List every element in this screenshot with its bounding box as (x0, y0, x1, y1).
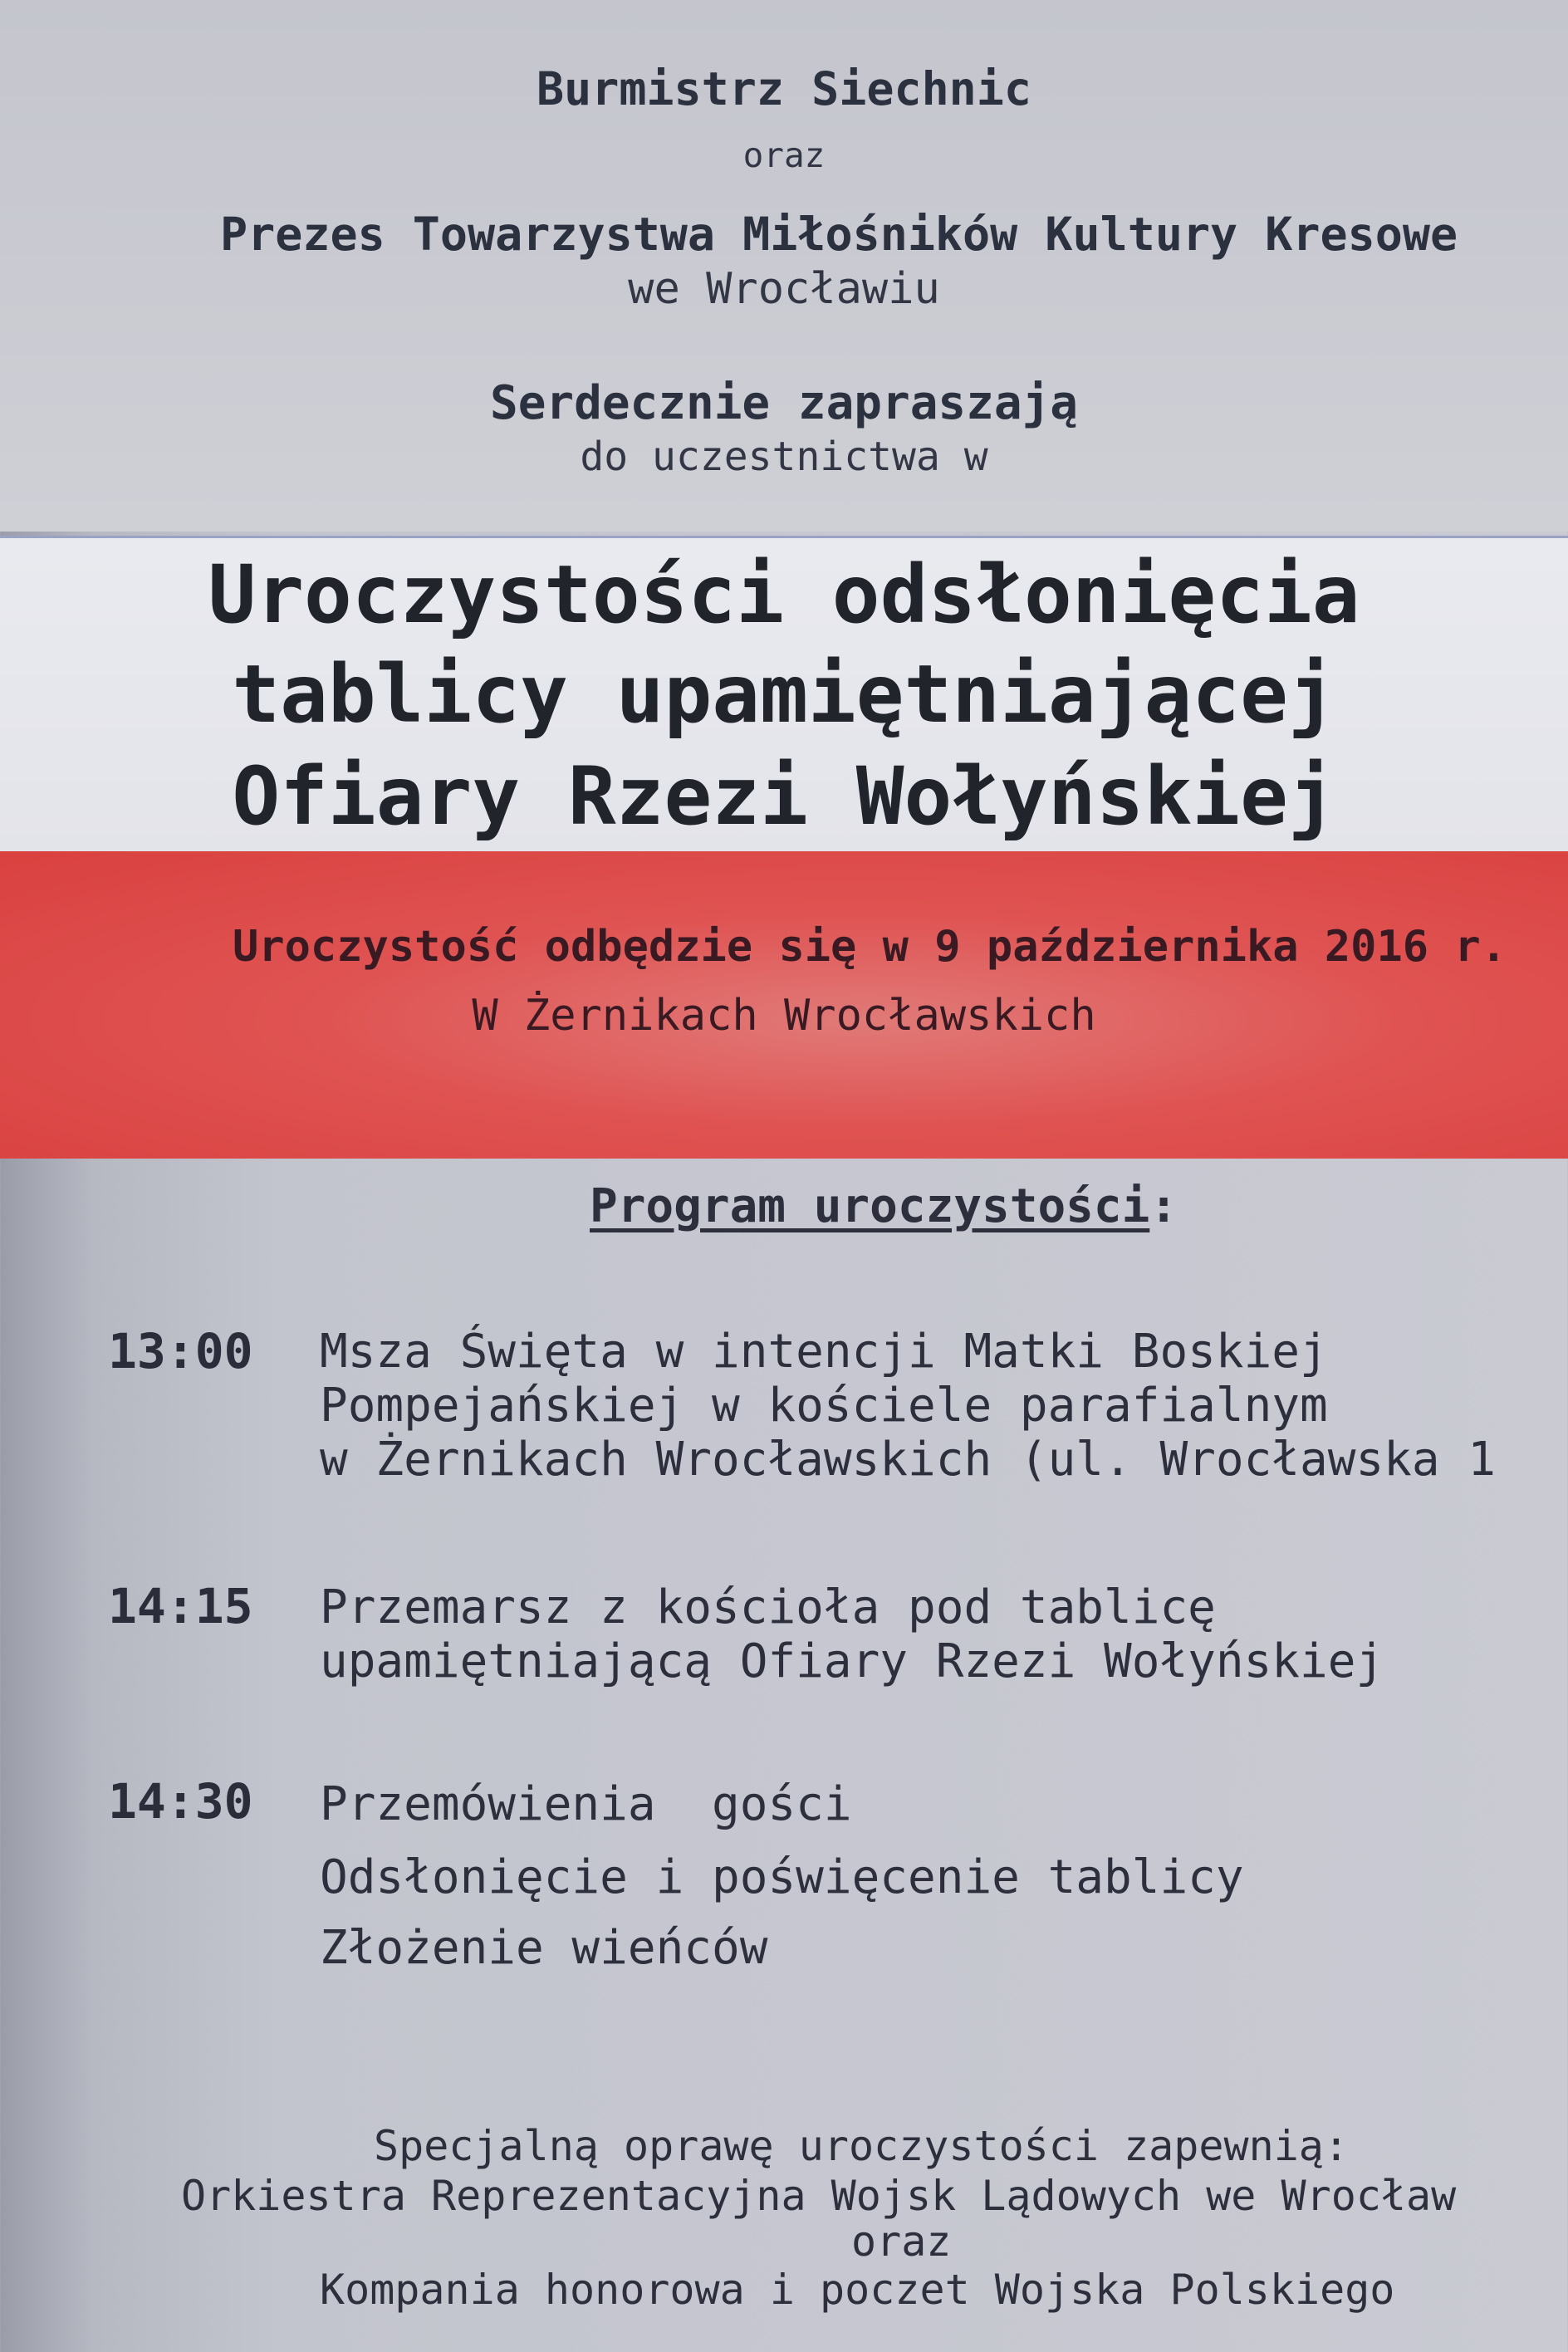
organizer-society-president: Prezes Towarzystwa Miłośników Kultury Kresowe (220, 208, 1458, 261)
footer-conjunction: oraz (851, 2217, 952, 2266)
event-title-line-3: Ofiary Rzezi Wołyńskiej (232, 750, 1336, 843)
program-item-line: w Żernikach Wrocławskich (ul. Wrocławska 1 (320, 1433, 1497, 1487)
program-heading-colon: : (1149, 1179, 1178, 1233)
program-time: 14:15 (108, 1578, 253, 1634)
program-item-line: Odsłonięcie i poświęcenie tablicy (320, 1850, 1244, 1904)
program-item-line: Msza Święta w intencji Matki Boskiej (320, 1325, 1328, 1379)
program-item-line: Przemówienia gości (320, 1777, 852, 1831)
program-item-line: Złożenie wieńców (320, 1921, 768, 1975)
event-date: Uroczystość odbędzie się w 9 października 2016 r. (233, 922, 1507, 972)
invitation-subheading: do uczestnictwa w (580, 434, 988, 480)
program-time: 13:00 (108, 1323, 253, 1379)
program-item-line: Pompejańskiej w kościele parafialnym (320, 1379, 1328, 1433)
event-title-line-1: Uroczystości odsłonięcia (208, 548, 1360, 641)
invitation-heading: Serdecznie zapraszają (489, 376, 1078, 430)
organizer-mayor: Burmistrz Siechnic (536, 62, 1032, 115)
program-heading-text: Program uroczystości (590, 1179, 1150, 1233)
program-item-line: Przemarsz z kościoła pod tablicę (320, 1580, 1216, 1634)
program-item-line: upamiętniającą Ofiary Rzezi Wołyńskiej (320, 1634, 1384, 1688)
program-time: 14:30 (108, 1773, 253, 1830)
program-heading (590, 1179, 1178, 1233)
footer-orchestra: Orkiestra Reprezentacyjna Wojsk Lądowych we Wrocław (181, 2172, 1457, 2220)
footer-heading: Specjalną oprawę uroczystości zapewnią: (374, 2122, 1349, 2170)
conjunction-oraz: oraz (742, 135, 826, 175)
event-place: W Żernikach Wrocławskich (472, 991, 1096, 1041)
organizer-city: we Wrocławiu (628, 264, 940, 314)
footer-honor-guard: Kompania honorowa i poczet Wojska Polskiego (320, 2266, 1395, 2314)
event-title-line-2: tablicy upamiętniającej (232, 648, 1336, 741)
